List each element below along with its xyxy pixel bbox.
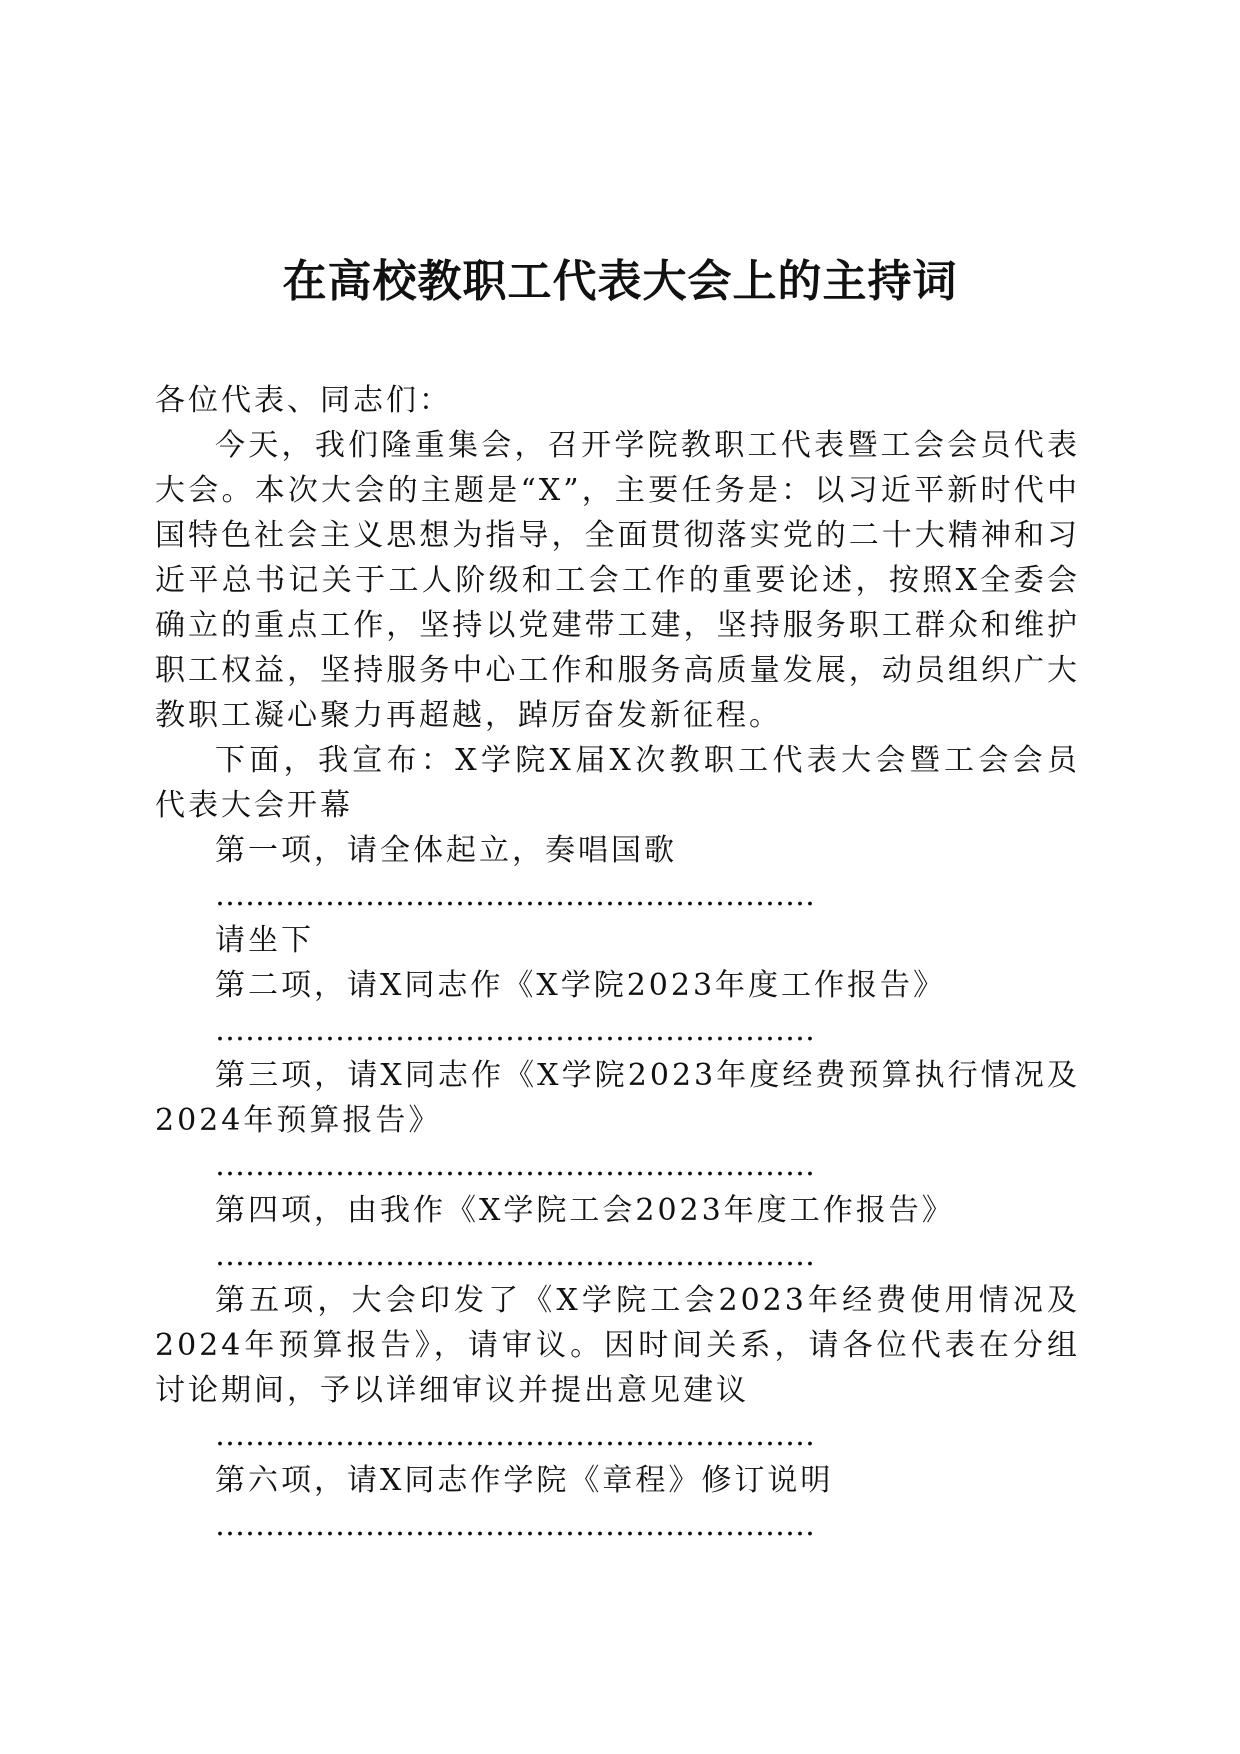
ellipsis-line-4: ……………………………………………………	[215, 1238, 815, 1273]
ellipsis-line-1: ……………………………………………………	[215, 878, 815, 913]
document-body	[155, 378, 1080, 1548]
agenda-item-2: 第二项，请X同志作《X学院2023年度工作报告》	[215, 968, 947, 1003]
salutation: 各位代表、同志们：	[155, 383, 452, 418]
opening-announcement: 下面，我宣布：X学院X届X次教职工代表大会暨工会会员代表大会开幕	[155, 743, 1080, 823]
ellipsis-line-2: ……………………………………………………	[215, 1013, 815, 1048]
agenda-item-1: 第一项，请全体起立，奏唱国歌	[215, 833, 677, 868]
sit-down-instruction: 请坐下	[215, 923, 314, 958]
agenda-item-5: 第五项，大会印发了《X学院工会2023年经费使用情况及2024年预算报告》，请审议。因时间关系，请各位代表在分组讨论期间，予以详细审议并提出意见建议	[155, 1283, 1080, 1408]
ellipsis-line-3: ……………………………………………………	[215, 1148, 815, 1183]
agenda-item-4: 第四项，由我作《X学院工会2023年度工作报告》	[215, 1193, 955, 1228]
ellipsis-line-5: ……………………………………………………	[215, 1418, 815, 1453]
agenda-item-3: 第三项，请X同志作《X学院2023年度经费预算执行情况及2024年预算报告》	[155, 1058, 1080, 1138]
document-title: 在高校教职工代表大会上的主持词	[282, 256, 958, 307]
ellipsis-line-6: ……………………………………………………	[215, 1508, 815, 1543]
intro-paragraph: 今天，我们隆重集会，召开学院教职工代表暨工会会员代表大会。本次大会的主题是“X”，主要任务是：以习近平新时代中国特色社会主义思想为指导，全面贯彻落实党的二十大精神和习近平总书记关于工人阶级和工会工作的重要论述，按照X全委会确立的重点工作，坚持以党建带工建，坚持服务职工群众和维护职工权益，坚持服务中心工作和服务高质量发展，动员组织广大教职工凝心聚力再超越，踔厉奋发新征程。	[155, 428, 1080, 733]
agenda-item-6: 第六项，请X同志作学院《章程》修订说明	[215, 1463, 834, 1498]
